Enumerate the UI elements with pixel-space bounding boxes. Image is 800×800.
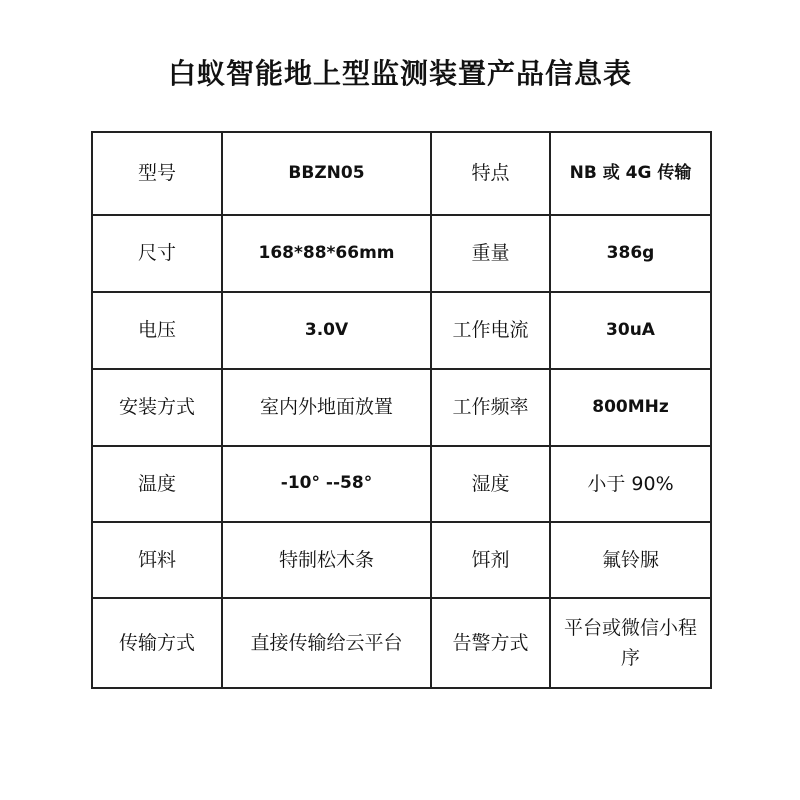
value-cell: 3.0V	[222, 292, 431, 369]
value-cell: 30uA	[550, 292, 711, 369]
table-row	[92, 292, 711, 369]
label-cell: 重量	[431, 215, 550, 292]
label-cell: 工作电流	[431, 292, 550, 369]
label-cell: 工作频率	[431, 369, 550, 446]
label-cell: 电压	[92, 292, 222, 369]
label-cell: 湿度	[431, 446, 550, 522]
label-cell: 饵剂	[431, 522, 550, 598]
value-cell: -10° --58°	[222, 446, 431, 522]
product-info-table	[91, 131, 712, 689]
label-cell: 传输方式	[92, 598, 222, 688]
value-cell: 特制松木条	[222, 522, 431, 598]
label-cell: 尺寸	[92, 215, 222, 292]
table-row	[92, 215, 711, 292]
table-row	[92, 446, 711, 522]
label-cell: 温度	[92, 446, 222, 522]
value-cell: 386g	[550, 215, 711, 292]
value-cell: 800MHz	[550, 369, 711, 446]
label-cell: 告警方式	[431, 598, 550, 688]
value-cell: BBZN05	[222, 132, 431, 215]
table-row	[92, 522, 711, 598]
value-cell: 直接传输给云平台	[222, 598, 431, 688]
table-row	[92, 369, 711, 446]
label-cell: 饵料	[92, 522, 222, 598]
value-cell: 氟铃脲	[550, 522, 711, 598]
label-cell: 安装方式	[92, 369, 222, 446]
value-cell: 168*88*66mm	[222, 215, 431, 292]
table-row	[92, 132, 711, 215]
table-row	[92, 598, 711, 688]
label-cell: 型号	[92, 132, 222, 215]
label-cell: 特点	[431, 132, 550, 215]
value-cell: 室内外地面放置	[222, 369, 431, 446]
value-cell: 平台或微信小程序	[550, 598, 711, 688]
value-cell: NB 或 4G 传输	[550, 132, 711, 215]
value-cell: 小于 90%	[550, 446, 711, 522]
page-title: 白蚁智能地上型监测装置产品信息表	[167, 57, 632, 90]
